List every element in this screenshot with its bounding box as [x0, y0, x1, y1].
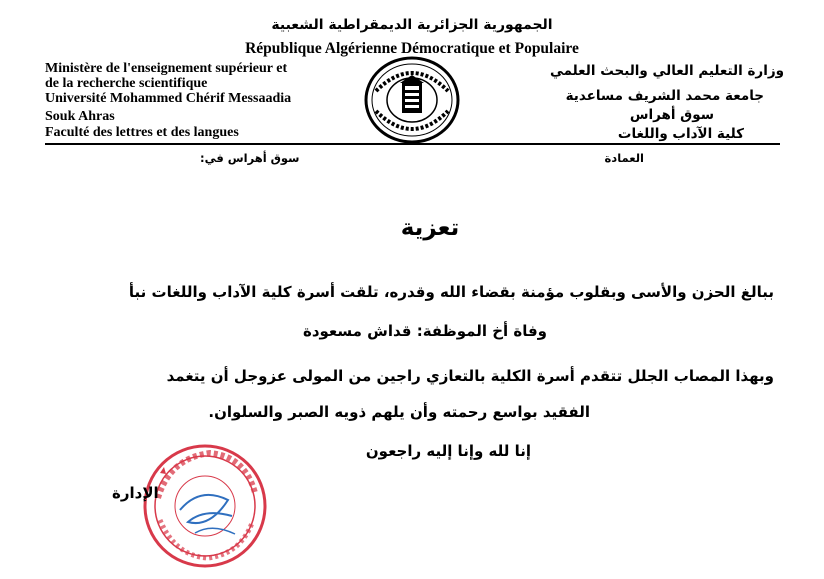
- faculty-name-fr: Faculté des lettres et des langues: [45, 125, 239, 140]
- date-label: سوق أهراس في:: [200, 151, 300, 165]
- body-line-1: ببالغ الحزن والأسى وبقلوب مؤمنة بقضاء الله وقدره، تلقت أسرة كلية الآداب واللغات نبأ: [128, 283, 774, 301]
- university-name-ar: جامعة محمد الشريف مساعدية: [565, 88, 764, 104]
- body-line-3: وبهذا المصاب الجلل تتقدم أسرة الكلية بالتعازي راجين من المولى عزوجل أن يتغمد: [166, 367, 774, 385]
- ministry-name-ar: وزارة التعليم العالي والبحث العلمي: [549, 63, 784, 79]
- body-line-2: وفاة أخ الموظفة: قداش مسعودة: [302, 322, 547, 340]
- city-name-ar: سوق أهراس: [629, 107, 714, 123]
- city-name-fr: Souk Ahras: [45, 109, 115, 124]
- arabic-republic-title: الجمهورية الجزائرية الديمقراطية الشعبية: [271, 17, 553, 33]
- body-line-4: الفقيد بواسع رحمته وأن يلهم ذويه الصبر والسلوان.: [208, 403, 590, 421]
- university-name-fr: Université Mohammed Chérif Messaadia: [45, 91, 292, 106]
- university-seal-icon: [362, 55, 462, 145]
- document-title: تعزية: [400, 215, 460, 241]
- signature-label: الإدارة: [112, 484, 159, 502]
- deanship-label: العمادة: [604, 151, 644, 165]
- french-republic-title: République Algérienne Démocratique et Populaire: [245, 40, 579, 57]
- official-stamp-icon: [140, 438, 270, 573]
- faculty-name-ar: كلية الآداب واللغات: [617, 126, 744, 142]
- body-line-5: إنا لله وإنا إليه راجعون: [365, 442, 531, 460]
- ministry-line-2: de la recherche scientifique: [45, 76, 208, 91]
- header-divider: [45, 143, 780, 145]
- ministry-line-1: Ministère de l'enseignement supérieur et: [45, 61, 288, 76]
